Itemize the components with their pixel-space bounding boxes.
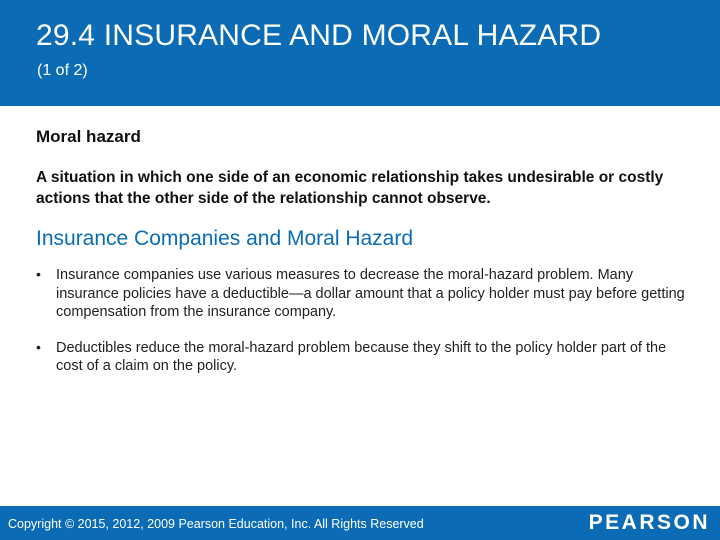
section-heading: Insurance Companies and Moral Hazard — [36, 227, 414, 250]
slide-subtitle: (1 of 2) — [37, 62, 88, 79]
term-definition: A situation in which one side of an economic relationship takes undesirable or costly actions that the other side of the relationship cannot observe. — [36, 169, 664, 207]
bullet-item — [36, 266, 686, 322]
slide-title: 29.4 INSURANCE AND MORAL HAZARD — [36, 19, 602, 52]
bullet-icon: • — [36, 266, 41, 282]
bullet-item — [36, 339, 686, 376]
title-bar — [0, 0, 720, 106]
bullet-list — [36, 266, 686, 376]
copyright-notice: Copyright © 2015, 2012, 2009 Pearson Education, Inc. All Rights Reserved — [8, 517, 424, 531]
bullet-text: Insurance companies use various measures to decrease the moral-hazard problem. Many insurance policies have a deductible—a dollar amount that a policy holder must pay before getting compensation from the insurance company. — [56, 267, 685, 320]
bullet-text: Deductibles reduce the moral-hazard problem because they shift to the policy holder part of the cost of a claim on the policy. — [56, 339, 667, 374]
term-heading: Moral hazard — [36, 127, 141, 146]
bullet-icon: • — [36, 338, 41, 355]
pearson-logo: PEARSON — [588, 511, 710, 534]
footer-bar — [0, 506, 720, 540]
